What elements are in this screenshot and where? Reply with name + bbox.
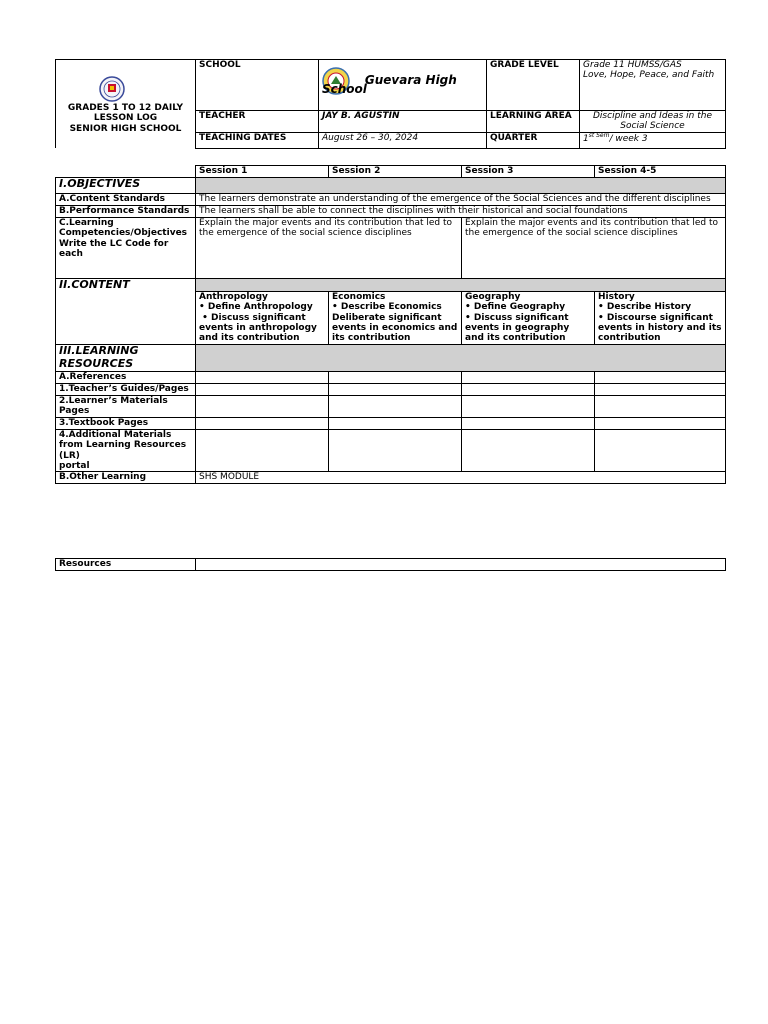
quarter-value: [580, 132, 726, 148]
references-s1: [196, 372, 329, 384]
content-gray-band: [196, 279, 726, 292]
objectives-heading: I.OBJECTIVES: [56, 178, 196, 194]
resources-continued-table: [55, 558, 726, 571]
session-2-header: Session 2: [329, 166, 462, 178]
grade-level-line2: Love, Hope, Peace, and Faith: [583, 70, 715, 81]
additional-line2: from Learning Resources: [59, 440, 187, 451]
learning-resources-heading-line2: RESOURCES: [59, 356, 134, 370]
teacher-label: TEACHER: [196, 111, 319, 133]
other-learning-value: SHS MODULE: [196, 472, 726, 484]
teachers-guides-s3: [462, 384, 595, 396]
grade-level-line1: Grade 11 HUMSS/GAS: [583, 60, 682, 70]
additional-line1: 4.Additional Materials: [59, 430, 172, 440]
lesson-log-table: [55, 165, 726, 484]
additional-line4: portal: [59, 461, 90, 472]
learning-area-label: LEARNING AREA: [487, 111, 580, 133]
learning-area-line2: Social Science: [620, 121, 685, 132]
learners-materials-line2: Pages: [59, 406, 90, 417]
references-s3: [462, 372, 595, 384]
additional-line3: (LR): [59, 450, 80, 461]
additional-s2: [329, 430, 462, 472]
learners-materials-s4: [595, 396, 726, 418]
competencies-label-line2: Competencies/Objectives: [59, 228, 188, 239]
learners-materials-label: [56, 396, 196, 418]
quarter-sup: st Sem: [588, 132, 610, 139]
references-label: A.References: [56, 372, 196, 384]
additional-materials-label: [56, 430, 196, 472]
resources-continued-label: Resources: [56, 559, 196, 571]
content-geography-title: Geography: [465, 292, 521, 302]
school-label: SCHOOL: [196, 60, 319, 111]
quarter-suffix: / week 3: [609, 133, 648, 144]
competencies-label-line1: C.Learning: [59, 218, 114, 228]
textbook-label: 3.Textbook Pages: [56, 418, 196, 430]
references-s2: [329, 372, 462, 384]
content-geography-line2: • Discuss significant events in geography and its contribution: [465, 312, 570, 344]
teachers-guides-s4: [595, 384, 726, 396]
content-heading: II.CONTENT: [56, 279, 196, 345]
header-table: [55, 59, 726, 149]
content-geography: [462, 292, 595, 345]
teaching-dates-value: August 26 – 30, 2024: [319, 132, 487, 148]
additional-s1: [196, 430, 329, 472]
textbook-s2: [329, 418, 462, 430]
competencies-label-line3: Write the LC Code for: [59, 238, 169, 249]
header-title-line3: SENIOR HIGH SCHOOL: [69, 123, 182, 134]
session-4-5-header: Session 4-5: [595, 166, 726, 178]
learning-area-line1: Discipline and Ideas in the: [593, 111, 712, 121]
session-header-blank: [56, 166, 196, 178]
content-economics-line1: • Describe Economics: [332, 302, 442, 313]
teachers-guides-label: 1.Teacher’s Guides/Pages: [56, 384, 196, 396]
teachers-guides-s1: [196, 384, 329, 396]
additional-s3: [462, 430, 595, 472]
session-3-header: Session 3: [462, 166, 595, 178]
learning-area-value: [580, 111, 726, 133]
quarter-label: QUARTER: [487, 132, 580, 148]
learners-materials-s2: [329, 396, 462, 418]
teaching-dates-label: TEACHING DATES: [196, 132, 319, 148]
content-anthropology-title: Anthropology: [199, 292, 268, 302]
objectives-gray-band: [196, 178, 726, 194]
content-history: [595, 292, 726, 345]
competency-sessions-1-2: Explain the major events and its contribution that led to the emergence of the social science disciplines: [196, 218, 462, 279]
competencies-label-line4: each: [59, 249, 83, 260]
performance-standards-value: The learners shall be able to connect the disciplines with their historical and social foundations: [196, 206, 726, 218]
content-anthropology-line2: • Discuss significant events in anthropology and its contribution: [199, 312, 321, 344]
teacher-value: JAY B. AGUSTIN: [319, 111, 487, 133]
learners-materials-line1: 2.Learner’s Materials: [59, 396, 168, 406]
performance-standards-label: B.Performance Standards: [56, 206, 196, 218]
content-anthropology-line1: • Define Anthropology: [199, 302, 313, 313]
content-standards-label: A.Content Standards: [56, 194, 196, 206]
content-economics-title: Economics: [332, 292, 386, 302]
learners-materials-s1: [196, 396, 329, 418]
textbook-s3: [462, 418, 595, 430]
content-economics: [329, 292, 462, 345]
learning-resources-heading-line1: III.LEARNING: [59, 344, 139, 357]
resources-continued-value: [196, 559, 726, 571]
content-economics-line2: Deliberate significant events in economics and its contribution: [332, 312, 458, 344]
resources-gray-band: [196, 345, 726, 372]
deped-seal-icon: [96, 76, 156, 102]
learning-resources-heading: [56, 345, 196, 372]
other-learning-label: B.Other Learning: [56, 472, 196, 484]
content-standards-value: The learners demonstrate an understanding of the emergence of the Social Sciences and the different disciplines: [196, 194, 726, 206]
header-title-line1: GRADES 1 TO 12 DAILY: [67, 103, 184, 114]
competency-sessions-3-5: Explain the major events and its contribution that led to the emergence of the social science disciplines: [462, 218, 726, 279]
school-name-part1: Guevara High: [364, 72, 457, 87]
teachers-guides-s2: [329, 384, 462, 396]
textbook-s1: [196, 418, 329, 430]
header-title-cell: [56, 60, 196, 149]
additional-s4: [595, 430, 726, 472]
school-name-cell: [319, 60, 487, 111]
content-anthropology: [196, 292, 329, 345]
grade-level-value: [580, 60, 726, 111]
competencies-label: [56, 218, 196, 279]
content-history-line1: • Describe History: [598, 302, 692, 313]
content-history-line2: • Discourse significant events in history and its contribution: [598, 312, 722, 344]
content-history-title: History: [598, 292, 635, 302]
header-title-line2: LESSON LOG: [93, 113, 158, 124]
references-s4: [595, 372, 726, 384]
textbook-s4: [595, 418, 726, 430]
quarter-prefix: 1: [583, 133, 589, 144]
content-geography-line1: • Define Geography: [465, 302, 566, 313]
school-name-part2: School: [322, 82, 367, 96]
session-1-header: Session 1: [196, 166, 329, 178]
grade-level-label: GRADE LEVEL: [487, 60, 580, 111]
learners-materials-s3: [462, 396, 595, 418]
